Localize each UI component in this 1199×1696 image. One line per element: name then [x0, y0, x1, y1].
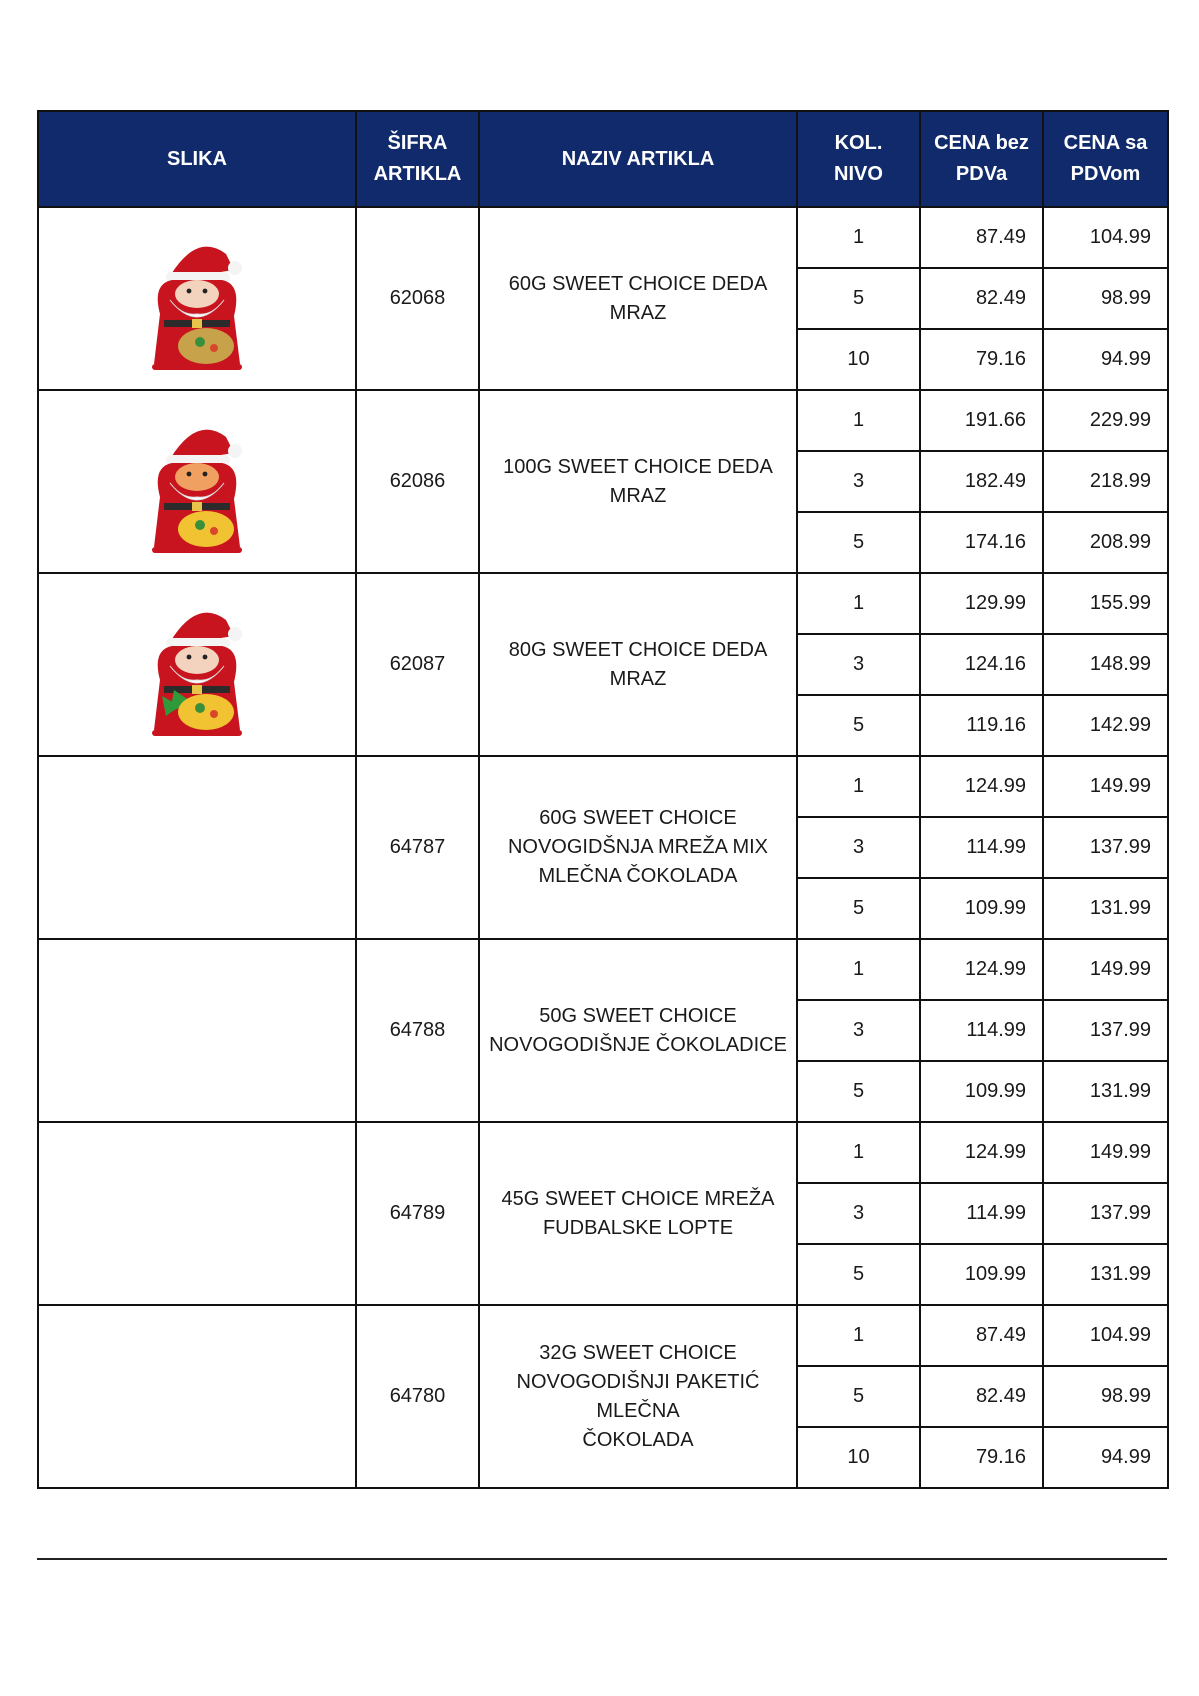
price-with-vat: 104.99 — [1043, 207, 1168, 268]
price-without-vat: 114.99 — [920, 1183, 1043, 1244]
product-image-cell — [38, 1122, 356, 1305]
price-without-vat: 124.99 — [920, 1122, 1043, 1183]
table-header — [38, 111, 1168, 207]
price-with-vat: 94.99 — [1043, 329, 1168, 390]
product-name-line: 80G SWEET CHOICE DEDA MRAZ — [508, 638, 768, 690]
santa-chocolate-icon — [122, 590, 272, 740]
product-code: 64788 — [356, 939, 479, 1122]
product-code: 64789 — [356, 1122, 479, 1305]
santa-chocolate-icon — [122, 407, 272, 557]
price-without-vat: 79.16 — [920, 329, 1043, 390]
product-code: 64780 — [356, 1305, 479, 1488]
price-with-vat: 94.99 — [1043, 1427, 1168, 1488]
price-without-vat: 174.16 — [920, 512, 1043, 573]
product-image-cell — [38, 756, 356, 939]
price-without-vat: 119.16 — [920, 695, 1043, 756]
price-with-vat: 137.99 — [1043, 1000, 1168, 1061]
price-without-vat: 109.99 — [920, 1244, 1043, 1305]
footer-divider — [37, 1558, 1167, 1560]
quantity-level: 10 — [797, 329, 920, 390]
product-name-line: NOVOGODIŠNJE ČOKOLADICE — [489, 1033, 787, 1056]
product-code: 62068 — [356, 207, 479, 390]
product-name — [479, 390, 797, 573]
price-with-vat: 98.99 — [1043, 1366, 1168, 1427]
price-with-vat: 137.99 — [1043, 817, 1168, 878]
table-row — [38, 207, 1168, 268]
product-code: 64787 — [356, 756, 479, 939]
header-sifra-artikla: ŠIFRA ARTIKLA — [356, 111, 479, 207]
product-name-line: 100G SWEET CHOICE DEDA MRAZ — [503, 455, 773, 507]
price-with-vat: 218.99 — [1043, 451, 1168, 512]
price-with-vat: 149.99 — [1043, 1122, 1168, 1183]
table-row — [38, 573, 1168, 634]
quantity-level: 1 — [797, 390, 920, 451]
price-without-vat: 129.99 — [920, 573, 1043, 634]
quantity-level: 1 — [797, 573, 920, 634]
quantity-level: 5 — [797, 512, 920, 573]
quantity-level: 5 — [797, 268, 920, 329]
table-row — [38, 756, 1168, 817]
product-name — [479, 573, 797, 756]
product-name-line: NOVOGODIŠNJI PAKETIĆ MLEČNA — [516, 1370, 760, 1422]
price-with-vat: 131.99 — [1043, 878, 1168, 939]
price-without-vat: 87.49 — [920, 1305, 1043, 1366]
product-name — [479, 1122, 797, 1305]
quantity-level: 1 — [797, 939, 920, 1000]
product-image-cell — [38, 390, 356, 573]
product-name-line: FUDBALSKE LOPTE — [542, 1216, 734, 1239]
product-code: 62087 — [356, 573, 479, 756]
quantity-level: 3 — [797, 1183, 920, 1244]
price-without-vat: 79.16 — [920, 1427, 1043, 1488]
price-without-vat: 109.99 — [920, 1061, 1043, 1122]
price-without-vat: 82.49 — [920, 268, 1043, 329]
price-table — [37, 110, 1169, 1489]
price-with-vat: 155.99 — [1043, 573, 1168, 634]
product-image-cell — [38, 573, 356, 756]
product-name-line: 50G SWEET CHOICE — [539, 1004, 737, 1027]
price-with-vat: 149.99 — [1043, 939, 1168, 1000]
price-without-vat: 82.49 — [920, 1366, 1043, 1427]
price-with-vat: 131.99 — [1043, 1244, 1168, 1305]
quantity-level: 5 — [797, 695, 920, 756]
price-with-vat: 142.99 — [1043, 695, 1168, 756]
product-image-cell — [38, 939, 356, 1122]
price-without-vat: 124.99 — [920, 939, 1043, 1000]
header-kol-nivo: KOL. NIVO — [797, 111, 920, 207]
price-without-vat: 182.49 — [920, 451, 1043, 512]
price-with-vat: 131.99 — [1043, 1061, 1168, 1122]
price-without-vat: 114.99 — [920, 1000, 1043, 1061]
product-name-line: MLEČNA ČOKOLADA — [538, 865, 738, 887]
table-row — [38, 939, 1168, 1000]
price-with-vat: 149.99 — [1043, 756, 1168, 817]
product-name-line: 32G SWEET CHOICE — [539, 1341, 737, 1364]
product-code: 62086 — [356, 390, 479, 573]
price-with-vat: 229.99 — [1043, 390, 1168, 451]
quantity-level: 3 — [797, 1000, 920, 1061]
table-row — [38, 390, 1168, 451]
price-with-vat: 208.99 — [1043, 512, 1168, 573]
price-without-vat: 124.99 — [920, 756, 1043, 817]
header-cena-sa-pdv: CENA sa PDVom — [1043, 111, 1168, 207]
quantity-level: 1 — [797, 756, 920, 817]
quantity-level: 3 — [797, 634, 920, 695]
price-without-vat: 87.49 — [920, 207, 1043, 268]
quantity-level: 5 — [797, 1244, 920, 1305]
quantity-level: 1 — [797, 1122, 920, 1183]
quantity-level: 3 — [797, 451, 920, 512]
header-naziv-artikla: NAZIV ARTIKLA — [479, 111, 797, 207]
price-without-vat: 191.66 — [920, 390, 1043, 451]
header-cena-bez-pdv: CENA bez PDVa — [920, 111, 1043, 207]
product-name-line: NOVOGIDŠNJA MREŽA MIX — [507, 836, 769, 858]
table-body — [38, 207, 1168, 1488]
product-name-line: ČOKOLADA — [582, 1428, 694, 1451]
quantity-level: 1 — [797, 207, 920, 268]
product-name-line: 45G SWEET CHOICE MREŽA — [501, 1187, 775, 1210]
price-with-vat: 137.99 — [1043, 1183, 1168, 1244]
quantity-level: 3 — [797, 817, 920, 878]
product-name — [479, 939, 797, 1122]
product-name — [479, 207, 797, 390]
quantity-level: 5 — [797, 1061, 920, 1122]
quantity-level: 5 — [797, 878, 920, 939]
product-name-line: 60G SWEET CHOICE DEDA MRAZ — [508, 272, 768, 324]
price-with-vat: 148.99 — [1043, 634, 1168, 695]
price-without-vat: 114.99 — [920, 817, 1043, 878]
product-name — [479, 1305, 797, 1488]
price-without-vat: 124.16 — [920, 634, 1043, 695]
table-row — [38, 1305, 1168, 1366]
price-with-vat: 98.99 — [1043, 268, 1168, 329]
product-name — [479, 756, 797, 939]
santa-chocolate-icon — [122, 224, 272, 374]
price-without-vat: 109.99 — [920, 878, 1043, 939]
price-with-vat: 104.99 — [1043, 1305, 1168, 1366]
quantity-level: 1 — [797, 1305, 920, 1366]
quantity-level: 10 — [797, 1427, 920, 1488]
table-row — [38, 1122, 1168, 1183]
product-image-cell — [38, 1305, 356, 1488]
header-slika: SLIKA — [38, 111, 356, 207]
quantity-level: 5 — [797, 1366, 920, 1427]
product-name-line: 60G SWEET CHOICE — [539, 807, 737, 829]
product-image-cell — [38, 207, 356, 390]
